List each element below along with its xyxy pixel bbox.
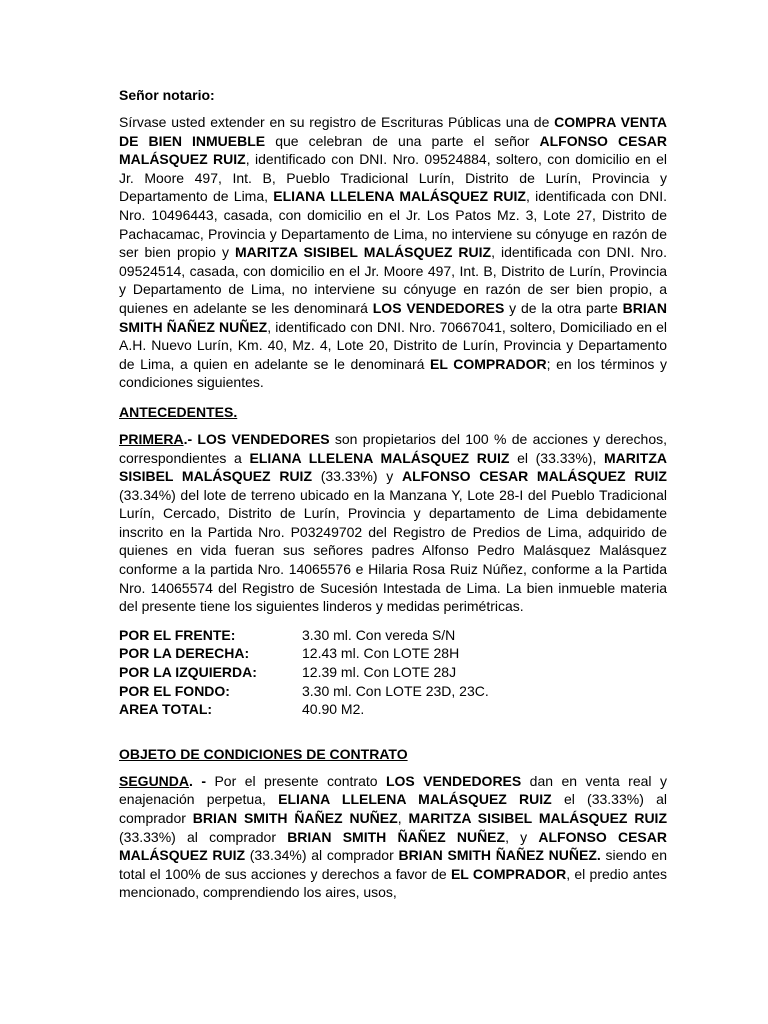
clause-text: dan en venta real y enajenación perpetua, — [119, 772, 667, 808]
clause-text: el (33.33%), — [509, 449, 604, 466]
buyer-name: BRIAN SMITH ÑAÑEZ NUÑEZ — [287, 828, 506, 845]
party-term: LOS VENDEDORES — [372, 299, 505, 316]
seller-name: MARITZA SISIBEL MALÁSQUEZ RUIZ — [408, 810, 667, 826]
intro-text: Sírvase usted extender en su registro de Escrituras Públicas una de — [119, 114, 555, 130]
table-row — [119, 644, 489, 663]
buyer-name: BRIAN SMITH ÑAÑEZ NUÑEZ. — [398, 847, 601, 864]
seller-name: ALFONSO CESAR MALÁSQUEZ RUIZ — [402, 468, 667, 485]
clause-primera — [119, 430, 667, 616]
intro-paragraph — [119, 113, 667, 392]
buyer-name: BRIAN SMITH ÑAÑEZ NUÑEZ — [192, 810, 398, 826]
clause-text: (33.34%) del lote de terreno ubicado en la Manzana Y, Lote 28-I del Pueblo Tradicional Lurín, Cercado, Distrito de Lurín, Provincia y departamento de Lima debidamente inscrito en la Partida Nro. P03249702 del Registro de Predios de Lima, adquirido de quienes en vida fueran sus señores padres Alfonso Pedro Malásquez Malásquez conforme a la partida Nro. 14065576 e Hilaria Rosa Ruiz Núñez, conforme a la Partida Nro. 14065574 del Registro de Sucesión Intestada de Lima. La bien inmueble materia del presente tiene los siguientes linderos y medidas perimétricas. — [119, 486, 667, 615]
clause-segunda — [119, 772, 667, 902]
clause-label: PRIMERA — [119, 430, 184, 447]
salutation: Señor notario: — [119, 87, 215, 103]
seller-name: ELIANA LLELENA MALÁSQUEZ RUIZ — [273, 188, 526, 205]
seller-name: ELIANA LLELENA MALÁSQUEZ RUIZ — [278, 791, 552, 808]
seller-name: ALFONSO CESAR MALÁSQUEZ RUIZ — [119, 828, 667, 864]
boundary-label: POR EL FRENTE: — [119, 626, 236, 643]
intro-text: , identificado con DNI. Nro. 09524884, soltero, con domicilio en el Jr. Moore 497, Int. B, Pueblo Tradicional Lurín, Distrito de Lurín, Provincia y Departamento de Lima, — [119, 151, 667, 205]
party-term: EL COMPRADOR — [450, 865, 567, 882]
seller-name: MARITZA SISIBEL MALÁSQUEZ RUIZ — [234, 244, 492, 261]
contract-type: COMPRA VENTA DE BIEN INMUEBLE — [119, 114, 667, 149]
clause-text: , y — [505, 828, 539, 845]
clause-text: el (33.33%) al comprador — [119, 791, 667, 826]
table-row — [119, 663, 489, 682]
clause-text: Por el presente contrato — [206, 772, 386, 789]
party-term: .- LOS VENDEDORES — [183, 430, 330, 447]
clause-text: siendo en total el 100% de sus acciones y derechos a favor de — [119, 847, 667, 882]
boundary-value: 3.30 ml. Con LOTE 23D, 23C. — [302, 682, 489, 699]
clause-text: , — [397, 810, 409, 826]
section-heading-objeto: OBJETO DE CONDICIONES DE CONTRATO — [119, 745, 408, 762]
boundary-value: 40.90 M2. — [302, 701, 365, 718]
table-row — [119, 626, 489, 645]
clause-punct: . - — [189, 772, 207, 789]
boundaries-table — [119, 626, 489, 719]
seller-name: MARITZA SISIBEL MALÁSQUEZ RUIZ — [119, 449, 667, 485]
clause-label: SEGUNDA — [119, 772, 190, 789]
seller-name: ELIANA LLELENA MALÁSQUEZ RUIZ — [249, 449, 510, 466]
boundary-value: 12.39 ml. Con LOTE 28J — [302, 664, 457, 681]
document-page — [119, 86, 667, 902]
party-term: LOS VENDEDORES — [385, 772, 522, 789]
intro-text: que celebran de una parte el señor — [265, 132, 540, 149]
table-row — [119, 682, 489, 701]
seller-name: ALFONSO CESAR MALÁSQUEZ RUIZ — [119, 132, 667, 168]
intro-text: ; en los términos y condiciones siguientes. — [119, 355, 667, 391]
clause-text: , el predio antes mencionado, comprendiendo los aires, usos, — [119, 865, 667, 901]
boundary-label: POR LA IZQUIERDA: — [119, 664, 257, 681]
table-row — [119, 700, 489, 719]
boundary-value: 12.43 ml. Con LOTE 28H — [302, 645, 460, 662]
clause-text: (33.33%) al comprador — [119, 828, 288, 845]
party-term: EL COMPRADOR — [430, 355, 547, 372]
intro-text: , identificado con DNI. Nro. 70667041, soltero, Domiciliado en el A.H. Nuevo Lurín, Km. 40, Mz. 4, Lote 20, Distrito de Lurín, Provincia y Departamento de Lima, a quien en adelante se le denominará — [119, 318, 667, 372]
clause-text: (33.34%) al comprador — [245, 847, 399, 864]
clause-text: (33.33%) y — [312, 468, 403, 485]
intro-text: , identificada con DNI. Nro. 09524514, casada, con domicilio en el Jr. Moore 497, Int. B, Distrito de Lurín, Provincia y Departamento de Lima, no interviene su cónyuge en razón de ser bien propio, a quienes en adelante se les denominará — [119, 244, 667, 316]
boundary-value: 3.30 ml. Con vereda S/N — [302, 626, 456, 643]
boundary-label: POR EL FONDO: — [119, 682, 230, 699]
clause-text: son propietarios del 100 % de acciones y derechos, correspondientes a — [119, 430, 667, 466]
boundary-label: POR LA DERECHA: — [119, 645, 250, 662]
boundary-label: AREA TOTAL: — [119, 701, 213, 718]
buyer-name: BRIAN SMITH ÑAÑEZ NUÑEZ — [119, 299, 667, 335]
intro-text: , identificada con DNI. Nro. 10496443, casada, con domicilio en el Jr. Los Patos Mz. 3, Lote 27, Distrito de Pachacamac, Provincia y Departamento de Lima, no interviene su cónyuge en razón de ser bien propio y — [119, 188, 667, 261]
section-heading-antecedentes: ANTECEDENTES. — [119, 403, 238, 420]
intro-text: y de la otra parte — [504, 299, 623, 316]
